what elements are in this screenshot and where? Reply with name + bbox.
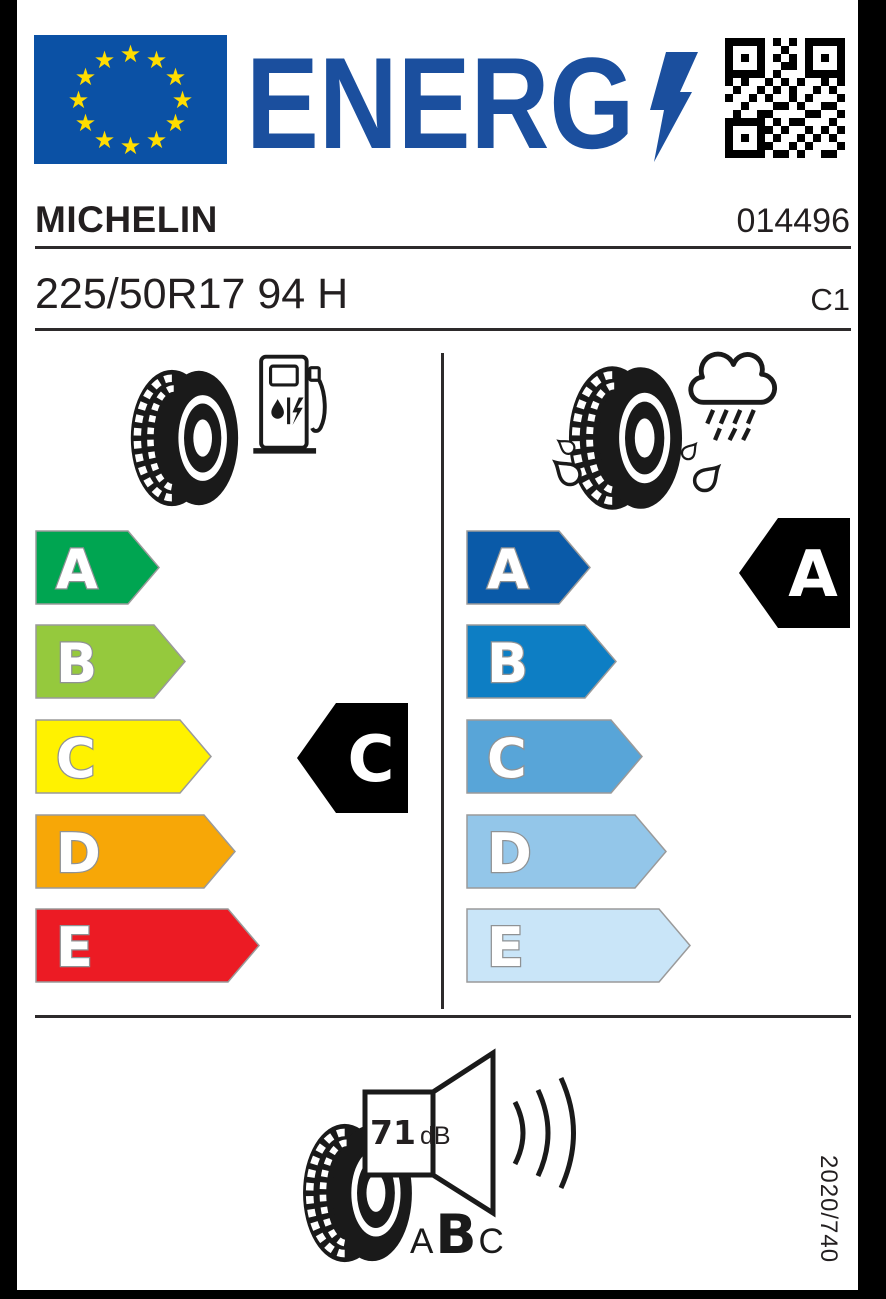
noise-class-c: C: [478, 1222, 504, 1261]
energy-lightning-icon: [650, 52, 700, 162]
wet-grade-arrow-a: [466, 530, 591, 605]
rain-cloud-icon: [683, 350, 780, 442]
svg-text:★: ★: [164, 109, 187, 137]
svg-text:★: ★: [119, 40, 142, 68]
grade-letter: E: [487, 916, 524, 979]
grade-letter: A: [487, 538, 529, 601]
svg-text:★: ★: [145, 46, 168, 74]
tire-designation: 225/50R17 94 H: [35, 270, 349, 318]
svg-text:★: ★: [119, 132, 142, 160]
grade-letter: D: [56, 822, 101, 885]
tire-icon: [569, 366, 682, 510]
divider-line: [35, 328, 851, 331]
wet-rating-indicator: [738, 517, 851, 629]
noise-value-group: [370, 1113, 451, 1152]
fuel-pump-icon: [250, 352, 328, 454]
divider-line: [35, 1015, 851, 1018]
tire-class: C1: [810, 282, 850, 317]
grade-letter: D: [487, 822, 532, 885]
fuel-grade-arrow-d: [35, 814, 236, 889]
svg-text:★: ★: [93, 126, 116, 154]
svg-text:★: ★: [164, 63, 187, 91]
label-number: 014496: [736, 202, 850, 240]
divider-line: [35, 246, 851, 249]
brand-name: MICHELIN: [35, 199, 218, 240]
wet-grade-arrow-b: [466, 624, 617, 699]
eu-flag-icon: [34, 35, 227, 164]
tire-icon: [128, 368, 240, 508]
fuel-grade-arrow-c: [35, 719, 212, 794]
grade-letter: B: [487, 632, 529, 695]
svg-text:★: ★: [74, 63, 97, 91]
frame-bottom-bar: [0, 1290, 886, 1299]
sound-waves-icon: [515, 1078, 574, 1188]
grade-letter: C: [487, 727, 527, 790]
wet-rating-letter: A: [788, 538, 838, 612]
grade-letter: A: [56, 538, 98, 601]
regulation-number: 2020/740: [815, 1155, 842, 1264]
noise-unit: dB: [419, 1122, 451, 1150]
svg-text:★: ★: [67, 86, 90, 114]
energy-logo-text: ENERG: [246, 30, 635, 176]
grade-letter: C: [56, 727, 96, 790]
svg-text:★: ★: [145, 126, 168, 154]
qr-code: [720, 33, 850, 163]
wet-grade-arrow-e: [466, 908, 691, 983]
fuel-grade-arrow-a: [35, 530, 160, 605]
grade-letter: B: [56, 632, 98, 695]
wet-grade-arrow-d: [466, 814, 667, 889]
center-divider: [441, 353, 444, 1009]
noise-value: 71: [370, 1113, 416, 1152]
fuel-grade-arrow-b: [35, 624, 186, 699]
noise-class-scale: [410, 1203, 504, 1266]
grade-letter: E: [56, 916, 93, 979]
svg-text:★: ★: [93, 46, 116, 74]
frame-right-bar: [858, 0, 886, 1299]
noise-class-b-selected: B: [435, 1203, 477, 1266]
fuel-rating-letter: C: [347, 723, 395, 797]
noise-class-a: A: [410, 1222, 434, 1261]
frame-left-bar: [0, 0, 17, 1299]
wet-grade-arrow-c: [466, 719, 643, 794]
svg-text:★: ★: [171, 86, 194, 114]
fuel-rating-indicator: [296, 702, 409, 814]
fuel-grade-arrow-e: [35, 908, 260, 983]
svg-text:★: ★: [74, 109, 97, 137]
